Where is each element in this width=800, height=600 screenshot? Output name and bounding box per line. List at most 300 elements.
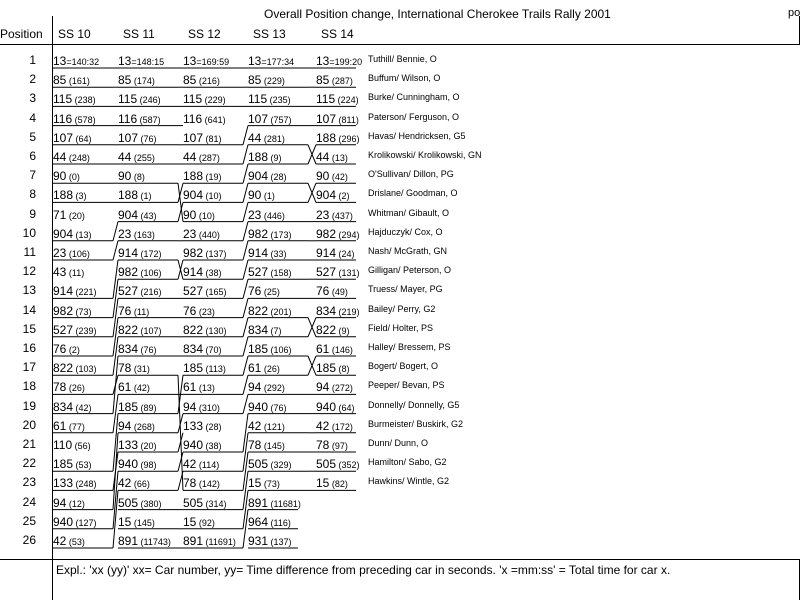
time-difference: (172): [329, 421, 353, 432]
stage-cell: [183, 437, 222, 453]
corner-text: po: [788, 7, 800, 19]
time-difference: (10): [203, 191, 222, 202]
car-number: 85: [118, 73, 132, 88]
stage-cell: [316, 322, 350, 338]
stage-cell: [248, 456, 292, 472]
car-number: 188: [53, 188, 74, 203]
time-difference: (42): [329, 172, 348, 183]
driver-name: Bailey/ Perry, G2: [368, 303, 436, 314]
position-label: 24: [22, 494, 36, 509]
stage-cell: [118, 53, 164, 69]
time-difference: (24): [336, 249, 355, 259]
stage-header-ss11: SS 11: [123, 27, 155, 41]
stage-cell: [53, 533, 85, 549]
time-difference: (38): [203, 268, 222, 279]
stage-cell: [53, 341, 80, 357]
time-difference: (11681): [268, 498, 301, 509]
car-number: 505: [183, 495, 204, 510]
time-difference: =177:34: [261, 57, 295, 67]
car-number: 61: [118, 380, 132, 395]
time-difference: (221): [73, 287, 97, 298]
car-number: 982: [248, 226, 269, 241]
stage-cell: [248, 130, 285, 146]
stage-cell: [118, 514, 155, 530]
stage-cell: [183, 149, 220, 165]
car-number: 94: [248, 380, 262, 395]
car-number: 78: [53, 380, 67, 395]
car-number: 44: [53, 150, 67, 164]
car-number: 822: [183, 322, 204, 337]
time-difference: (98): [138, 460, 157, 471]
car-number: 133: [183, 418, 204, 433]
stage-cell: [316, 207, 353, 223]
time-difference: (38): [203, 441, 222, 451]
time-difference: (281): [261, 133, 285, 144]
stage-cell: [53, 226, 92, 242]
stage-cell: [316, 283, 348, 299]
car-number: 505: [316, 457, 337, 472]
time-difference: (158): [268, 268, 292, 279]
time-difference: (9): [268, 153, 282, 163]
car-number: 904: [53, 226, 74, 241]
stage-cell: [53, 418, 85, 434]
car-number: 15: [248, 476, 262, 491]
car-number: 115: [316, 92, 336, 107]
stage-cell: [183, 360, 226, 376]
car-number: 115: [118, 92, 138, 107]
car-number: 527: [183, 284, 204, 299]
time-difference: (28): [203, 421, 222, 432]
position-label: 19: [22, 398, 36, 413]
time-difference: (287): [196, 153, 220, 163]
stage-cell: [118, 475, 150, 491]
stage-cell: [316, 399, 355, 415]
stage-cell: [316, 187, 350, 203]
car-number: 188: [316, 130, 337, 145]
stage-cell: [53, 514, 97, 530]
driver-name: Hajduczyk/ Cox, O: [368, 226, 443, 237]
time-difference: (172): [138, 249, 162, 259]
driver-name: O'Sullivan/ Dillon, PG: [368, 169, 454, 180]
stage-cell: [183, 53, 229, 69]
car-number: 90: [248, 188, 262, 203]
car-number: 822: [53, 361, 74, 376]
position-label: 25: [22, 513, 36, 528]
stage-cell: [183, 418, 222, 434]
driver-name: Whitman/ Gibault, O: [368, 207, 450, 218]
stage-cell: [248, 207, 285, 223]
stage-cell: [316, 53, 362, 69]
time-difference: (103): [73, 364, 97, 375]
time-difference: (10): [196, 210, 215, 221]
time-difference: (9): [336, 325, 350, 336]
position-label: 15: [22, 321, 36, 336]
car-number: 94: [118, 418, 132, 433]
time-difference: (224): [335, 95, 359, 106]
car-number: 76: [248, 284, 262, 299]
stage-cell: [248, 226, 292, 242]
stage-cell: [53, 303, 92, 319]
stage-cell: [316, 437, 348, 453]
time-difference: (248): [66, 153, 90, 163]
stage-cell: [53, 399, 92, 415]
car-number: 107: [183, 130, 204, 145]
position-label: 17: [22, 360, 36, 375]
position-label: 3: [29, 91, 36, 106]
time-difference: (11691): [203, 537, 236, 547]
stage-cell: [248, 399, 287, 415]
car-number: 904: [118, 207, 139, 222]
time-difference: (26): [66, 383, 85, 394]
time-difference: (76): [138, 345, 157, 355]
time-difference: (107): [138, 325, 162, 336]
time-difference: (33): [268, 249, 287, 259]
time-difference: (255): [131, 153, 155, 163]
time-difference: (3): [73, 191, 87, 202]
time-difference: (53): [66, 537, 85, 547]
driver-name: Nash/ McGrath, GN: [368, 246, 448, 256]
car-number: 85: [248, 73, 262, 88]
time-difference: (43): [138, 210, 157, 221]
stage-cell: [316, 168, 348, 184]
stage-cell: [183, 207, 215, 223]
time-difference: (11743): [138, 537, 171, 547]
car-number: 107: [248, 111, 269, 126]
stage-cell: [248, 168, 287, 184]
time-difference: (66): [131, 479, 150, 490]
car-number: 904: [183, 188, 204, 203]
position-label: 10: [22, 225, 36, 240]
stage-cell: [118, 226, 155, 242]
stage-cell: [53, 91, 96, 107]
position-label: 1: [29, 53, 36, 67]
stage-cell: [183, 475, 220, 491]
time-difference: (437): [329, 210, 353, 221]
car-number: 914: [248, 246, 269, 260]
car-number: 185: [53, 457, 74, 472]
car-number: 904: [248, 169, 269, 184]
time-difference: (146): [329, 345, 353, 355]
car-number: 834: [248, 322, 269, 337]
driver-name: Gilligan/ Peterson, O: [368, 265, 452, 276]
position-label: 9: [29, 206, 36, 221]
car-number: 76: [118, 303, 132, 318]
stage-header-ss14: SS 14: [321, 27, 354, 41]
car-number: 42: [118, 476, 132, 491]
stage-cell: [118, 418, 155, 434]
stage-cell: [248, 283, 280, 299]
stage-cell: [53, 130, 92, 146]
driver-name: Burmeister/ Buskirk, G2: [368, 418, 464, 429]
car-number: 42: [248, 418, 262, 433]
stage-cell: [53, 495, 85, 511]
stage-cell: [183, 187, 222, 203]
stage-cell: [248, 111, 292, 127]
time-difference: (106): [268, 345, 292, 355]
time-difference: (0): [66, 172, 80, 183]
stage-cell: [118, 264, 162, 280]
car-number: 44: [118, 150, 132, 164]
time-difference: (137): [268, 537, 292, 547]
car-number: 42: [316, 418, 330, 433]
stage-cell: [118, 322, 162, 338]
time-difference: (446): [261, 210, 285, 221]
stage-cell: [118, 168, 145, 184]
stage-cell: [53, 53, 99, 69]
car-number: 931: [248, 534, 269, 548]
stage-cell: [118, 72, 155, 88]
car-number: 110: [53, 438, 73, 452]
stage-cell: [183, 283, 227, 299]
stage-cell: [53, 168, 80, 184]
position-label: 23: [22, 475, 36, 490]
stage-cell: [248, 264, 292, 280]
time-difference: (1): [261, 191, 275, 202]
car-number: 71: [53, 207, 67, 222]
time-difference: (92): [196, 517, 215, 528]
car-number: 116: [53, 111, 73, 126]
driver-name: Paterson/ Ferguson, O: [368, 111, 460, 122]
stage-cell: [183, 514, 215, 530]
stage-cell: [183, 399, 220, 415]
time-difference: (77): [66, 421, 85, 432]
explanation-text: Expl.: 'xx (yy)' xx= Car number, yy= Time difference from preceding car in seconds. 'x =mm:ss' = Total time for car x.: [56, 563, 671, 577]
car-number: 116: [118, 111, 138, 126]
time-difference: (73): [73, 306, 92, 317]
stage-cell: [118, 130, 157, 146]
position-label: 4: [29, 110, 36, 125]
car-number: 940: [53, 514, 74, 529]
time-difference: (296): [336, 133, 360, 144]
driver-name: Hamilton/ Sabo, G2: [368, 457, 447, 468]
time-difference: (229): [261, 76, 285, 87]
car-number: 940: [183, 438, 204, 452]
stage-cell: [118, 456, 157, 472]
car-number: 43: [53, 265, 67, 280]
stage-cell: [183, 168, 222, 184]
stage-cell: [183, 533, 236, 549]
car-number: 982: [53, 303, 74, 318]
car-number: 94: [316, 380, 330, 395]
time-difference: (272): [329, 383, 353, 394]
car-number: 23: [316, 207, 330, 222]
car-number: 90: [53, 169, 67, 184]
stage-cell: [316, 226, 360, 242]
stage-cell: [248, 187, 275, 203]
time-difference: (757): [268, 114, 292, 125]
time-difference: (131): [336, 268, 360, 279]
time-difference: (97): [329, 441, 348, 451]
stage-cell: [316, 130, 360, 146]
car-number: 90: [183, 207, 197, 222]
car-number: 185: [316, 361, 337, 376]
time-difference: (28): [268, 172, 287, 183]
time-difference: (26): [261, 364, 280, 375]
time-difference: (31): [131, 364, 150, 375]
car-number: 76: [53, 342, 67, 356]
stage-cell: [183, 91, 226, 107]
time-difference: (76): [138, 133, 157, 144]
stage-cell: [118, 149, 155, 165]
time-difference: (42): [131, 383, 150, 394]
car-number: 527: [118, 284, 139, 299]
car-number: 133: [118, 438, 139, 452]
car-number: 42: [183, 457, 197, 472]
time-difference: (89): [138, 402, 157, 413]
stage-cell: [118, 245, 162, 261]
stage-cell: [118, 399, 157, 415]
time-difference: (137): [203, 249, 227, 259]
car-number: 23: [118, 226, 132, 241]
stage-cell: [316, 111, 359, 127]
stage-cell: [316, 264, 360, 280]
time-difference: (23): [196, 306, 215, 317]
stage-cell: [118, 533, 171, 549]
stage-cell: [316, 456, 360, 472]
car-number: 44: [316, 150, 330, 164]
stage-cell: [118, 207, 157, 223]
stage-cell: [248, 379, 285, 395]
stage-cell: [248, 149, 282, 165]
driver-name: Dunn/ Dunn, O: [368, 438, 429, 448]
time-difference: (11): [131, 306, 150, 317]
time-difference: =140:32: [66, 57, 100, 67]
car-number: 505: [248, 457, 269, 472]
time-difference: (12): [66, 498, 85, 509]
car-number: 85: [316, 73, 330, 88]
car-number: 914: [53, 284, 74, 299]
time-difference: =148:15: [131, 57, 165, 67]
time-difference: (578): [72, 114, 96, 125]
car-number: 15: [118, 514, 132, 529]
time-difference: (229): [202, 95, 226, 106]
car-number: 13: [53, 54, 67, 68]
time-difference: (8): [336, 364, 350, 375]
time-difference: (13): [196, 383, 215, 394]
stage-cell: [53, 207, 85, 223]
stage-cell: [183, 130, 222, 146]
time-difference: (25): [261, 287, 280, 298]
car-number: 85: [53, 73, 67, 88]
car-number: 834: [118, 342, 139, 356]
time-difference: (440): [196, 229, 220, 240]
time-difference: (106): [138, 268, 162, 279]
time-difference: (145): [131, 517, 155, 528]
car-number: 940: [316, 399, 337, 414]
car-number: 42: [53, 534, 67, 548]
time-difference: (641): [202, 114, 226, 125]
car-number: 85: [183, 73, 197, 88]
stage-cell: [53, 475, 97, 491]
car-number: 822: [248, 303, 269, 318]
driver-name: Field/ Holter, PS: [368, 322, 434, 333]
time-difference: (113): [203, 364, 226, 375]
car-number: 964: [248, 514, 269, 529]
stage-cell: [53, 379, 85, 395]
car-number: 107: [316, 111, 337, 126]
car-number: 822: [316, 322, 337, 337]
stage-cell: [248, 495, 301, 511]
time-difference: (287): [329, 76, 353, 87]
time-difference: (130): [203, 325, 227, 336]
time-difference: (294): [336, 229, 360, 240]
driver-name: Donnelly/ Donnelly, G5: [368, 399, 460, 410]
time-difference: (127): [73, 517, 97, 528]
time-difference: (121): [261, 421, 285, 432]
car-number: 94: [53, 495, 67, 510]
car-number: 834: [53, 399, 74, 414]
time-difference: (64): [73, 133, 92, 144]
stage-cell: [316, 475, 348, 491]
car-number: 61: [53, 418, 67, 433]
stage-cell: [53, 245, 90, 261]
position-label: 6: [29, 149, 36, 163]
driver-name: Peeper/ Bevan, PS: [368, 380, 445, 391]
car-number: 914: [316, 246, 337, 260]
stage-cell: [183, 379, 215, 395]
time-difference: (49): [329, 287, 348, 298]
stage-cell: [183, 495, 227, 511]
stage-cell: [316, 360, 350, 376]
time-difference: (2): [66, 345, 80, 355]
car-number: 90: [118, 169, 132, 184]
stage-cell: [53, 111, 96, 127]
car-number: 61: [183, 380, 197, 395]
car-number: 185: [183, 361, 204, 376]
position-label: 11: [23, 245, 36, 259]
car-number: 76: [183, 303, 197, 318]
time-difference: (238): [72, 95, 96, 106]
time-difference: (116): [268, 517, 291, 528]
time-difference: (82): [329, 479, 348, 490]
driver-name: Buffum/ Wilson, O: [368, 73, 441, 84]
time-difference: (173): [268, 229, 292, 240]
stage-cell: [316, 149, 348, 165]
driver-name: Halley/ Bressem, PS: [368, 342, 451, 352]
stage-cell: [53, 456, 92, 472]
stage-cell: [183, 322, 227, 338]
car-number: 115: [248, 92, 268, 107]
car-number: 891: [118, 534, 139, 548]
car-number: 133: [53, 476, 74, 491]
position-label: 20: [22, 417, 36, 432]
car-number: 13: [316, 54, 330, 68]
stage-cell: [183, 341, 222, 357]
car-number: 527: [53, 322, 74, 337]
stage-cell: [183, 111, 226, 127]
time-difference: (310): [196, 402, 220, 413]
time-difference: =169:59: [196, 57, 230, 67]
stage-cell: [53, 360, 97, 376]
driver-name: Hawkins/ Wintle, G2: [368, 476, 450, 487]
car-number: 15: [316, 476, 330, 491]
time-difference: (380): [138, 498, 162, 509]
stage-cell: [53, 72, 90, 88]
position-label: 22: [22, 456, 36, 471]
time-difference: (587): [137, 114, 161, 125]
stage-cell: [183, 72, 220, 88]
car-number: 115: [183, 92, 203, 107]
car-number: 188: [118, 188, 139, 203]
time-difference: (239): [73, 325, 97, 336]
car-number: 23: [53, 246, 67, 260]
stage-cell: [53, 149, 90, 165]
time-difference: (235): [267, 95, 291, 106]
car-number: 94: [183, 399, 197, 414]
car-number: 23: [248, 207, 262, 222]
car-number: 15: [183, 514, 197, 529]
car-number: 76: [316, 284, 330, 299]
